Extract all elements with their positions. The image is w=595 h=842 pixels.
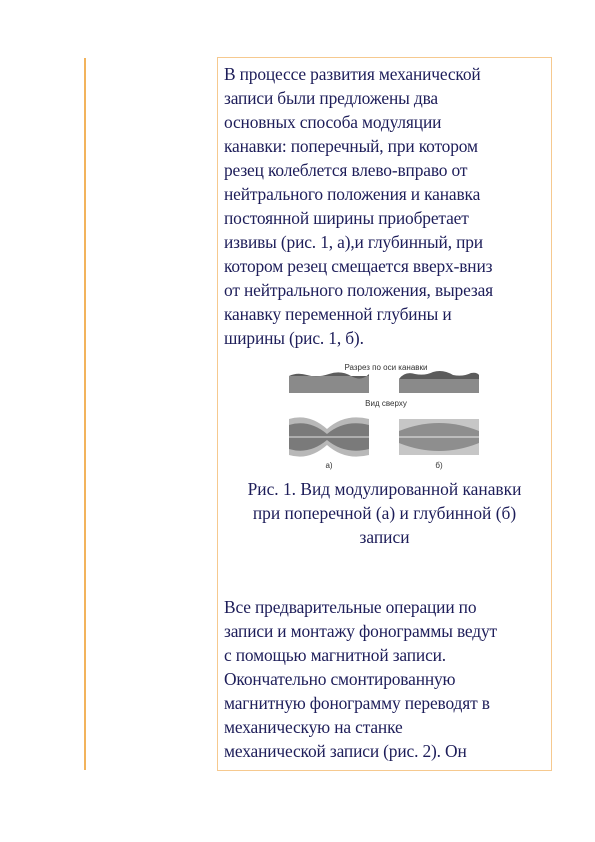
groove-top-view-a: [289, 417, 369, 456]
figure-label-b: б): [435, 461, 443, 470]
text-line: Окончательно смонтированную: [224, 669, 456, 689]
text-line: основных способа модуляции: [224, 112, 442, 132]
caption-line: Рис. 1. Вид модулированной канавки: [247, 479, 522, 499]
text-line: резец колеблется влево-вправо от: [224, 160, 468, 180]
text-line: записи были предложены два: [224, 88, 438, 108]
figure-top-label: Разрез по оси канавки: [344, 363, 428, 372]
groove-modulation-figure: [287, 361, 484, 473]
figure-mid-label: Вид сверху: [365, 399, 407, 408]
groove-cross-section-b: [399, 371, 479, 393]
figure-label-a: а): [325, 461, 333, 470]
caption-line: записи: [359, 527, 410, 547]
groove-cross-section-a: [289, 372, 369, 393]
text-line: нейтрального положения и канавка: [224, 184, 481, 204]
text-line: канавку переменной глубины и: [224, 304, 452, 324]
text-line: канавки: поперечный, при котором: [224, 136, 478, 156]
text-line: механическую на станке: [224, 717, 403, 737]
text-line: ширины (рис. 1, б).: [224, 328, 364, 348]
paragraph-recording-process: [224, 595, 497, 763]
text-line: механической записи (рис. 2). Он: [224, 741, 467, 761]
text-line: записи и монтажу фонограммы ведут: [224, 621, 497, 641]
caption-line: при поперечной (а) и глубинной (б): [252, 503, 517, 523]
text-line: извивы (рис. 1, а),и глубинный, при: [224, 232, 483, 252]
text-line: постоянной ширины приобретает: [224, 208, 469, 228]
text-line: В процессе развития механической: [224, 64, 481, 84]
left-margin-rule: [84, 58, 86, 770]
text-line: магнитную фонограмму переводят в: [224, 693, 490, 713]
paragraph-modulation-methods: [224, 62, 493, 350]
figure-caption: [219, 477, 550, 549]
text-line: котором резец смещается вверх-вниз: [224, 256, 493, 276]
text-line: с помощью магнитной записи.: [224, 645, 447, 665]
groove-top-view-b: [399, 419, 479, 455]
text-line: от нейтрального положения, вырезая: [224, 280, 494, 300]
text-line: Все предварительные операции по: [224, 597, 477, 617]
